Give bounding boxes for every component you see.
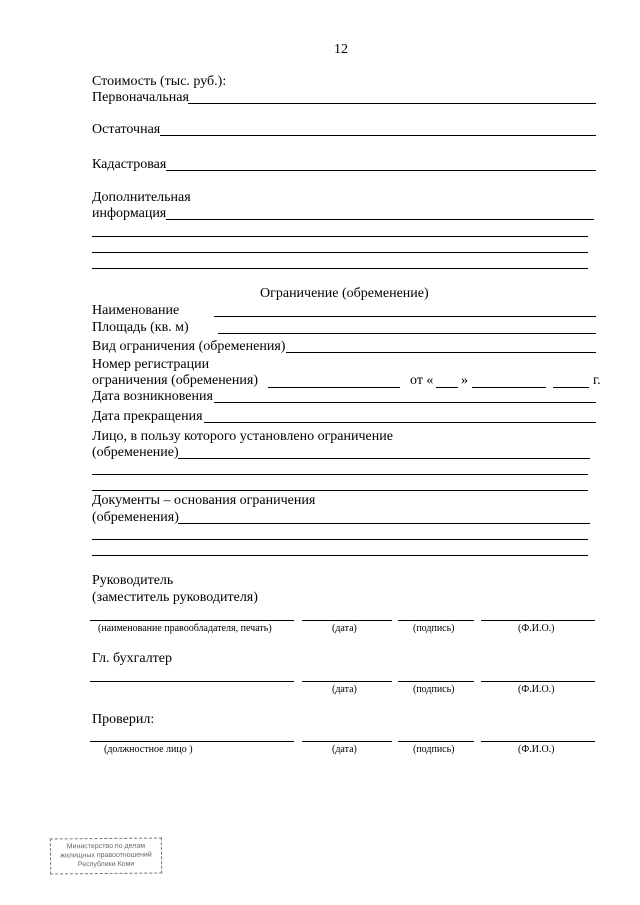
head-label-1: Руководитель [92,573,174,588]
stamp-line-3: Республики Коми [77,860,135,869]
registration-quote-close: » [461,373,468,388]
checked-sign-caption: (подпись) [413,744,455,755]
end-date-label: Дата прекращения [92,409,203,424]
head-sign-line [398,620,474,621]
encumbrance-type-label: Вид ограничения (обременения) [92,339,286,354]
registration-label-2: ограничения (обременения) [92,373,258,388]
registration-year-label: г. [593,373,601,388]
head-date-caption: (дата) [332,623,357,634]
documents-line-3 [92,555,588,556]
accountant-name-line [90,681,294,682]
beneficiary-label-2: (обременение) [92,445,179,460]
owner-caption: (наименование правообладателя, печать) [98,623,272,634]
encumbrance-title: Ограничение (обременение) [260,286,429,301]
documents-line-2 [92,539,588,540]
start-date-line [214,402,596,403]
additional-info-line-1 [166,219,594,220]
registration-day-line [436,387,458,388]
accountant-sign-caption: (подпись) [413,684,455,695]
registration-from-label: от « [410,373,434,388]
accountant-label: Гл. бухгалтер [92,651,173,666]
beneficiary-line-3 [92,490,588,491]
registration-label-1: Номер регистрации [92,357,210,372]
checked-sign-line [398,741,474,742]
additional-info-line-2 [92,236,588,237]
registration-year-line [553,387,589,388]
start-date-label: Дата возникновения [92,389,213,404]
documents-line-1 [178,523,590,524]
accountant-date-line [302,681,392,682]
stamp-line-1: Министерство по делам [66,842,146,851]
residual-cost-line [160,135,596,136]
head-fio-line [481,620,595,621]
registration-month-line [472,387,546,388]
cadastral-cost-label: Кадастровая [92,157,167,172]
beneficiary-line-1 [178,458,590,459]
accountant-sign-line [398,681,474,682]
registration-number-line [268,387,400,388]
initial-cost-line [188,103,596,104]
checked-date-caption: (дата) [332,744,357,755]
cost-heading: Стоимость (тыс. руб.): [92,74,227,89]
end-date-line [204,422,596,423]
additional-info-line-3 [92,252,588,253]
area-line [218,333,596,334]
head-owner-line [90,620,294,621]
checked-fio-caption: (Ф.И.О.) [518,744,555,755]
checked-official-line [90,741,294,742]
encumbrance-type-line [286,352,596,353]
area-label: Площадь (кв. м) [92,320,189,335]
beneficiary-label-1: Лицо, в пользу которого установлено ограничение [92,429,393,444]
documents-label-2: (обременения) [92,510,179,525]
initial-cost-label: Первоначальная [92,90,189,105]
page-number: 12 [334,42,348,57]
stamp-line-2: жилищных правоотношений [60,851,152,860]
beneficiary-line-2 [92,474,588,475]
head-fio-caption: (Ф.И.О.) [518,623,555,634]
accountant-fio-line [481,681,595,682]
additional-info-line-4 [92,268,588,269]
encumbrance-name-line [214,316,596,317]
additional-info-label-1: Дополнительная [92,190,191,205]
accountant-fio-caption: (Ф.И.О.) [518,684,555,695]
cadastral-cost-line [166,170,596,171]
ministry-stamp [50,838,162,875]
head-date-line [302,620,392,621]
encumbrance-name-label: Наименование [92,303,180,318]
official-caption: (должностное лицо ) [104,744,193,755]
documents-label-1: Документы – основания ограничения [92,493,316,508]
head-label-2: (заместитель руководителя) [92,590,258,605]
additional-info-label-2: информация [92,206,167,221]
head-sign-caption: (подпись) [413,623,455,634]
checked-date-line [302,741,392,742]
residual-cost-label: Остаточная [92,122,161,137]
accountant-date-caption: (дата) [332,684,357,695]
checked-fio-line [481,741,595,742]
checked-label: Проверил: [92,712,155,727]
